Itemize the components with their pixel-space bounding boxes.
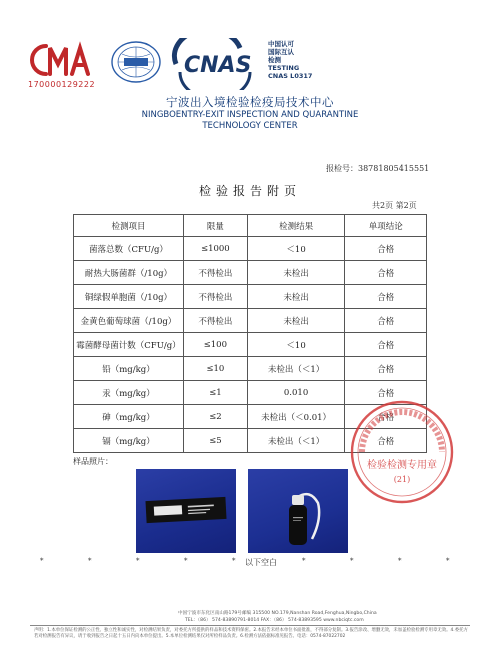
cell-limit: 不得检出 bbox=[183, 309, 247, 333]
cell-item: 砷（mg/kg） bbox=[74, 405, 184, 429]
cell-item: 铜绿假单胞菌（/10g） bbox=[74, 285, 184, 309]
cell-conclusion: 合格 bbox=[345, 309, 427, 333]
cell-conclusion: 合格 bbox=[345, 429, 427, 453]
table-row bbox=[74, 309, 427, 333]
end-star: * bbox=[88, 557, 92, 565]
header-result: 检测结果 bbox=[247, 215, 345, 237]
footer-address: 中国宁波市东化区南山路179号邮编 315500 NO.179,Nanshan Road,Fenghua,Ningbo,China bbox=[178, 611, 377, 616]
cell-result: ＜10 bbox=[247, 333, 345, 357]
end-text: 以下空白 bbox=[245, 558, 277, 567]
cell-limit: 不得检出 bbox=[183, 285, 247, 309]
end-marker-row bbox=[40, 557, 460, 571]
document-title: 检验报告附页 bbox=[198, 184, 301, 198]
footer-contact: TEL：（86） 574-83890791-8014 FAX：（86） 574-83893595 www.nbciqtc.com bbox=[185, 618, 364, 623]
cell-result: 0.010 bbox=[247, 381, 345, 405]
cell-conclusion: 合格 bbox=[345, 333, 427, 357]
sample-photo-bottle bbox=[248, 469, 348, 553]
cell-item: 耐热大肠菌群（/10g） bbox=[74, 261, 184, 285]
cma-code: 170000129222 bbox=[28, 80, 96, 89]
table-row bbox=[74, 261, 427, 285]
product-box-icon bbox=[136, 469, 236, 553]
cell-item: 霉菌酵母菌计数（CFU/g） bbox=[74, 333, 184, 357]
header-item: 检测项目 bbox=[74, 215, 184, 237]
cell-conclusion: 合格 bbox=[345, 381, 427, 405]
header-logos bbox=[28, 38, 500, 98]
end-star: * bbox=[232, 557, 236, 565]
table-row bbox=[74, 357, 427, 381]
end-star: * bbox=[40, 557, 44, 565]
cell-result: 未检出 bbox=[247, 285, 345, 309]
cell-item: 汞（mg/kg） bbox=[74, 381, 184, 405]
cell-limit: ≤10 bbox=[183, 357, 247, 381]
inspection-stamp-icon bbox=[348, 398, 456, 506]
cell-limit: ≤100 bbox=[183, 333, 247, 357]
cell-result: 未检出 bbox=[247, 261, 345, 285]
table-row bbox=[74, 333, 427, 357]
end-star: * bbox=[302, 557, 306, 565]
cell-result: 未检出（＜1） bbox=[247, 357, 345, 381]
report-number: 报检号：38781805415551 bbox=[326, 164, 430, 173]
end-star: * bbox=[136, 557, 140, 565]
sample-photo-label: 样品照片： bbox=[73, 457, 113, 466]
cell-result: ＜10 bbox=[247, 237, 345, 261]
table-row bbox=[74, 285, 427, 309]
cnas-logo-icon bbox=[170, 38, 266, 90]
cell-item: 金黄色葡萄球菌（/10g） bbox=[74, 309, 184, 333]
cell-result: 未检出 bbox=[247, 309, 345, 333]
cell-result: 未检出（＜0.01） bbox=[247, 405, 345, 429]
product-bottle-icon bbox=[248, 469, 348, 553]
cell-conclusion: 合格 bbox=[345, 261, 427, 285]
cell-item: 菌落总数（CFU/g） bbox=[74, 237, 184, 261]
end-star: * bbox=[446, 557, 450, 565]
cell-item: 镉（mg/kg） bbox=[74, 429, 184, 453]
header-limit: 限量 bbox=[183, 215, 247, 237]
cell-conclusion: 合格 bbox=[345, 285, 427, 309]
table-header-row bbox=[74, 215, 427, 237]
stamp-number: (21) bbox=[393, 475, 411, 484]
sample-photo-box bbox=[136, 469, 236, 553]
cnas-accreditation-text: 中国认可 国际互认 检测 TESTING CNAS L0317 bbox=[268, 40, 313, 80]
svg-text:CNAS: CNAS bbox=[184, 53, 252, 78]
footer-divider bbox=[30, 625, 470, 626]
header-conclusion: 单项结论 bbox=[345, 215, 427, 237]
cell-limit: ≤1 bbox=[183, 381, 247, 405]
org-name-cn: 宁波出入境检验检疫局技术中心 bbox=[166, 95, 334, 109]
end-star: * bbox=[398, 557, 402, 565]
footer-disclaimer: 声明：1.本单位保证检测的公正性、独立性和诚实性，对检测结果负责，对委托方所提供的样品和技术资料保密。2.本报告未经本单位书面批准，不得部分复制。3.报告涂改、增删无效，未加盖检验检测专用章无效。4.委托方若对检测报告有异议，请于收到报告之日起十五日内向本单位提出。5.本单位检测结果仅对所检样品负责。6.检测方法依据标准见报告。电话：0574-87022702 bbox=[34, 628, 468, 640]
cell-result: 未检出（＜1） bbox=[247, 429, 345, 453]
end-star: * bbox=[350, 557, 354, 565]
org-name-en: NINGBOENTRY-EXIT INSPECTION AND QUARANTINE TECHNOLOGY CENTER bbox=[141, 110, 359, 131]
cell-conclusion: 合格 bbox=[345, 405, 427, 429]
page-info: 共2页 第2页 bbox=[372, 201, 417, 210]
accreditation-seal-icon bbox=[110, 40, 162, 84]
cell-conclusion: 合格 bbox=[345, 357, 427, 381]
cell-limit: 不得检出 bbox=[183, 261, 247, 285]
cell-limit: ≤1000 bbox=[183, 237, 247, 261]
end-star: * bbox=[184, 557, 188, 565]
table-row bbox=[74, 237, 427, 261]
cell-conclusion: 合格 bbox=[345, 237, 427, 261]
cell-item: 铅（mg/kg） bbox=[74, 357, 184, 381]
stamp-text: 检验检测专用章 bbox=[367, 460, 437, 471]
cell-limit: ≤5 bbox=[183, 429, 247, 453]
cell-limit: ≤2 bbox=[183, 405, 247, 429]
